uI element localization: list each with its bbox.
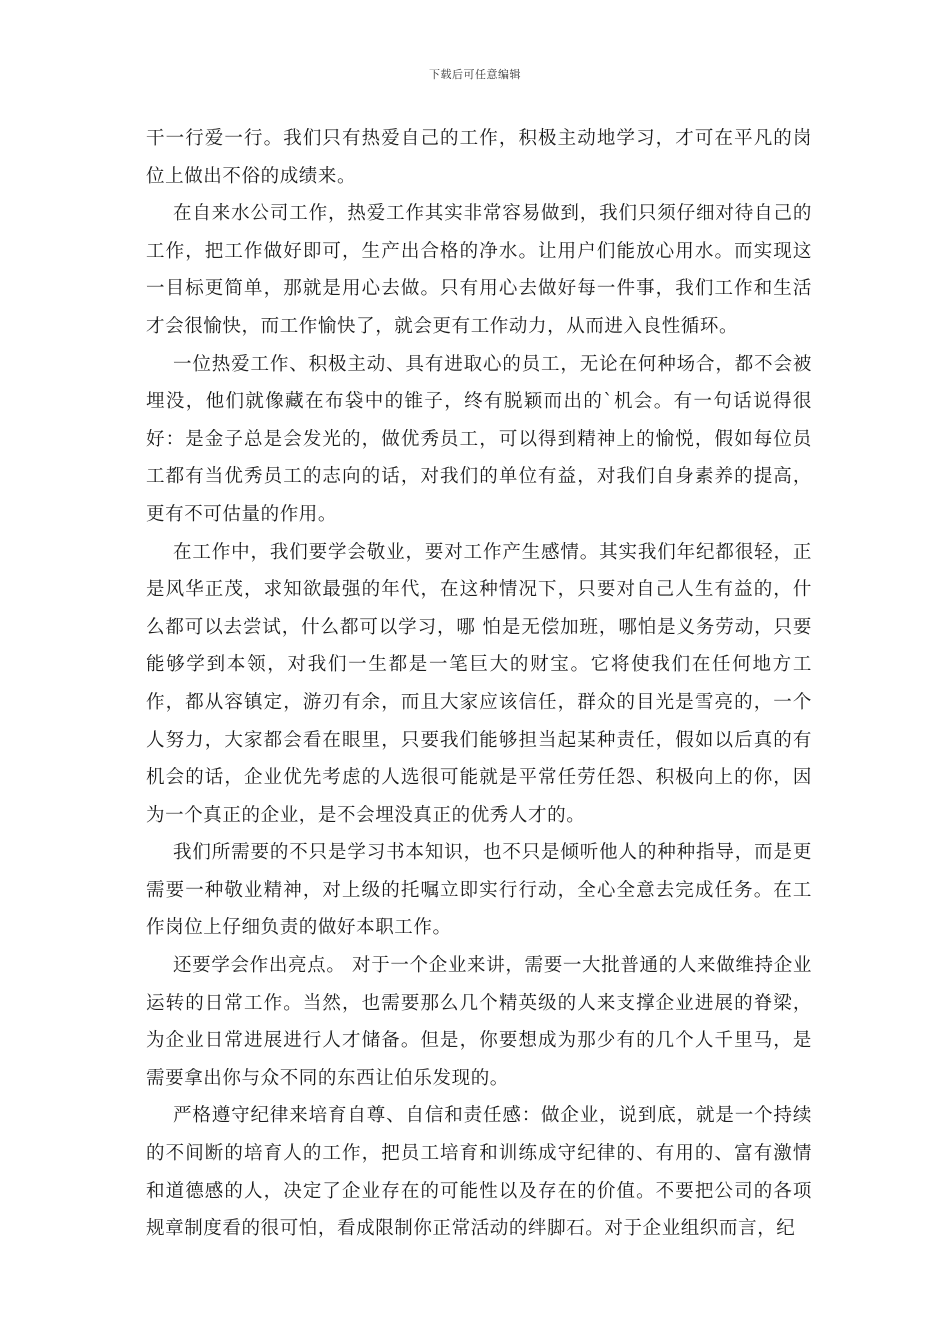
paragraph: 严格遵守纪律来培育自尊、自信和责任感：做企业，说到底，就是一个持续的不间断的培育人的工作，把员工培育和训练成守纪律的、有用的、富有激情和道德感的人，决定了企业存在的可能性以及存在的价值。不要把公司的各项规章制度看的很可怕，看成限制你正常活动的绊脚石。对于企业组织而言，纪 [146,1105,812,1240]
page-header: 下载后可任意编辑 [429,68,521,81]
paragraph: 一位热爱工作、积极主动、具有进取心的员工，无论在何种场合，都不会被埋没，他们就像藏在布袋中的锥子，终有脱颖而出的`机会。有一句话说得很好：是金子总是会发光的，做优秀员工，可以得到精神上的愉悦，假如每位员工都有当优秀员工的志向的话，对我们的单位有益，对我们自身素养的提高，更有不可估量的作用。 [146,353,812,525]
paragraph: 还要学会作出亮点。 对于一个企业来讲，需要一大批普通的人来做维持企业运转的日常工作。当然，也需要那么几个精英级的人来支撑企业进展的脊梁，为企业日常进展进行人才储备。但是，你要想成为那少有的几个人千里马，是需要拿出你与众不同的东西让伯乐发现的。 [146,955,812,1089]
paragraph-continued: 干一行爱一行。我们只有热爱自己的工作，积极主动地学习，才可在平凡的岗位上做出不俗的成绩来。 [146,128,812,187]
document-body [146,120,812,1248]
paragraph: 在自来水公司工作，热爱工作其实非常容易做到，我们只须仔细对待自己的工作，把工作做好即可，生产出合格的净水。让用户们能放心用水。而实现这一目标更简单，那就是用心去做。只有用心去做好每一件事，我们工作和生活才会很愉快，而工作愉快了，就会更有工作动力，从而进入良性循环。 [146,203,812,337]
paragraph: 在工作中，我们要学会敬业，要对工作产生感情。其实我们年纪都很轻，正是风华正茂，求知欲最强的年代，在这种情况下，只要对自己人生有益的，什么都可以去尝试，什么都可以学习，哪 怕是无偿加班，哪怕是义务劳动，只要能够学到本领，对我们一生都是一笔巨大的财宝。它将使我们在任何地方工作，都从容镇定，游刃有余，而且大家应该信任，群众的目光是雪亮的，一个人努力，大家都会看在眼里，只要我们能够担当起某种责任，假如以后真的有机会的话，企业优先考虑的人选很可能就是平常任劳任怨、积极向上的你，因为一个真正的企业，是不会埋没真正的优秀人才的。 [146,541,812,826]
paragraph: 我们所需要的不只是学习书本知识，也不只是倾听他人的种种指导，而是更需要一种敬业精神，对上级的托嘱立即实行行动，全心全意去完成任务。在工作岗位上仔细负责的做好本职工作。 [146,842,812,939]
